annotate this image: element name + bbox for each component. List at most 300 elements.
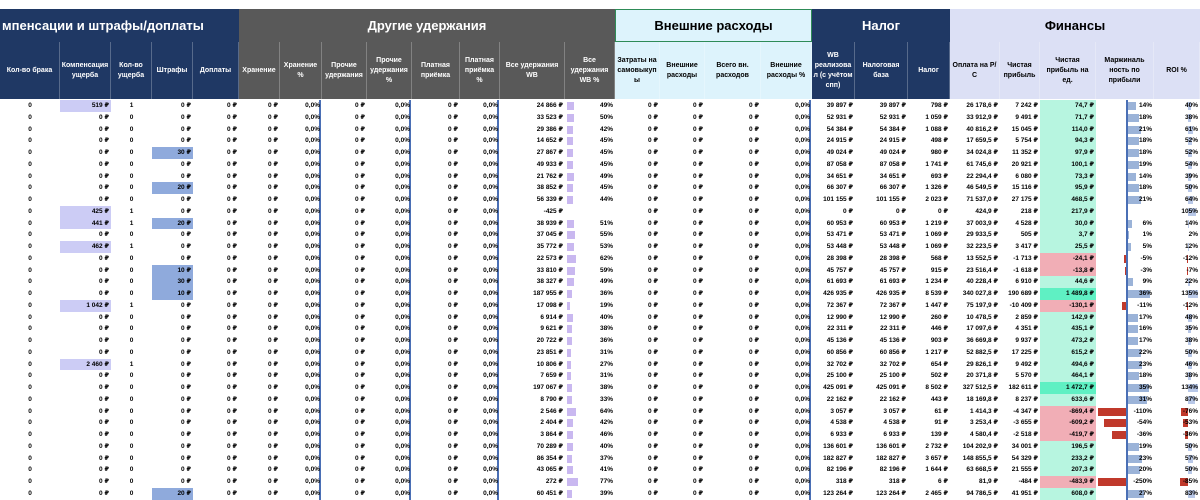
table-cell[interactable] xyxy=(412,417,460,429)
table-cell[interactable] xyxy=(60,453,111,465)
table-cell[interactable] xyxy=(855,265,908,277)
table-cell[interactable] xyxy=(322,288,367,300)
table-cell[interactable] xyxy=(0,182,60,194)
table-cell[interactable] xyxy=(239,124,280,136)
table-cell[interactable] xyxy=(812,441,855,453)
table-cell[interactable] xyxy=(660,194,705,206)
table-cell[interactable] xyxy=(1000,347,1040,359)
table-cell[interactable] xyxy=(761,265,812,277)
table-cell[interactable] xyxy=(460,382,500,394)
table-cell[interactable] xyxy=(111,312,152,324)
table-cell[interactable] xyxy=(412,323,460,335)
table-cell[interactable] xyxy=(60,394,111,406)
table-cell[interactable] xyxy=(1154,124,1200,136)
table-cell[interactable] xyxy=(812,124,855,136)
table-cell[interactable] xyxy=(460,182,500,194)
table-cell[interactable] xyxy=(950,276,1000,288)
table-cell[interactable] xyxy=(111,394,152,406)
table-cell[interactable] xyxy=(500,417,565,429)
table-cell[interactable] xyxy=(1040,100,1096,112)
table-cell[interactable] xyxy=(460,135,500,147)
table-cell[interactable] xyxy=(660,100,705,112)
table-cell[interactable] xyxy=(950,441,1000,453)
table-cell[interactable] xyxy=(1040,182,1096,194)
table-cell[interactable] xyxy=(412,218,460,230)
table-cell[interactable] xyxy=(111,265,152,277)
table-cell[interactable] xyxy=(111,488,152,500)
table-cell[interactable] xyxy=(1154,464,1200,476)
table-cell[interactable] xyxy=(500,323,565,335)
table-cell[interactable] xyxy=(908,323,950,335)
table-cell[interactable] xyxy=(1000,312,1040,324)
table-cell[interactable] xyxy=(1154,112,1200,124)
table-cell[interactable] xyxy=(761,464,812,476)
table-cell[interactable] xyxy=(152,464,193,476)
table-cell[interactable] xyxy=(1096,218,1154,230)
table-cell[interactable] xyxy=(322,171,367,183)
table-cell[interactable] xyxy=(193,135,239,147)
table-cell[interactable] xyxy=(412,112,460,124)
table-cell[interactable] xyxy=(60,335,111,347)
table-cell[interactable] xyxy=(565,194,615,206)
table-cell[interactable] xyxy=(1000,276,1040,288)
table-cell[interactable] xyxy=(565,370,615,382)
table-cell[interactable] xyxy=(950,159,1000,171)
column-header[interactable]: WB реализова л (с учётом спп) xyxy=(812,42,855,99)
table-cell[interactable] xyxy=(239,135,280,147)
table-cell[interactable] xyxy=(565,347,615,359)
table-cell[interactable] xyxy=(705,394,761,406)
table-cell[interactable] xyxy=(60,147,111,159)
table-cell[interactable] xyxy=(1000,241,1040,253)
table-cell[interactable] xyxy=(367,488,412,500)
table-cell[interactable] xyxy=(412,382,460,394)
table-cell[interactable] xyxy=(460,488,500,500)
table-cell[interactable] xyxy=(500,488,565,500)
table-cell[interactable] xyxy=(812,488,855,500)
table-cell[interactable] xyxy=(0,382,60,394)
table-cell[interactable] xyxy=(193,182,239,194)
table-cell[interactable] xyxy=(908,112,950,124)
table-cell[interactable] xyxy=(1040,335,1096,347)
table-cell[interactable] xyxy=(111,112,152,124)
table-cell[interactable] xyxy=(565,100,615,112)
table-cell[interactable] xyxy=(1154,147,1200,159)
table-cell[interactable] xyxy=(239,241,280,253)
table-cell[interactable] xyxy=(460,147,500,159)
table-cell[interactable] xyxy=(152,265,193,277)
table-cell[interactable] xyxy=(1000,218,1040,230)
column-header[interactable]: Компенсация ущерба xyxy=(60,42,111,99)
table-cell[interactable] xyxy=(280,194,322,206)
table-cell[interactable] xyxy=(761,241,812,253)
table-cell[interactable] xyxy=(280,135,322,147)
table-cell[interactable] xyxy=(280,253,322,265)
table-cell[interactable] xyxy=(111,359,152,371)
table-cell[interactable] xyxy=(152,253,193,265)
table-cell[interactable] xyxy=(152,276,193,288)
table-cell[interactable] xyxy=(908,218,950,230)
table-cell[interactable] xyxy=(855,359,908,371)
table-cell[interactable] xyxy=(950,312,1000,324)
table-cell[interactable] xyxy=(1154,394,1200,406)
table-cell[interactable] xyxy=(565,182,615,194)
table-cell[interactable] xyxy=(111,135,152,147)
table-cell[interactable] xyxy=(412,171,460,183)
table-row[interactable] xyxy=(0,476,1200,488)
table-cell[interactable] xyxy=(412,241,460,253)
table-cell[interactable] xyxy=(855,429,908,441)
table-cell[interactable] xyxy=(239,323,280,335)
table-cell[interactable] xyxy=(500,359,565,371)
table-cell[interactable] xyxy=(908,265,950,277)
column-header[interactable]: Всего вн. расходов xyxy=(705,42,761,99)
table-cell[interactable] xyxy=(152,171,193,183)
table-cell[interactable] xyxy=(239,265,280,277)
table-cell[interactable] xyxy=(193,382,239,394)
table-cell[interactable] xyxy=(239,359,280,371)
table-cell[interactable] xyxy=(660,147,705,159)
table-cell[interactable] xyxy=(367,476,412,488)
table-cell[interactable] xyxy=(152,488,193,500)
table-cell[interactable] xyxy=(322,112,367,124)
table-cell[interactable] xyxy=(500,229,565,241)
table-cell[interactable] xyxy=(500,253,565,265)
table-cell[interactable] xyxy=(412,253,460,265)
table-cell[interactable] xyxy=(908,135,950,147)
table-cell[interactable] xyxy=(280,429,322,441)
table-cell[interactable] xyxy=(812,476,855,488)
table-cell[interactable] xyxy=(615,335,660,347)
table-cell[interactable] xyxy=(280,323,322,335)
table-cell[interactable] xyxy=(322,406,367,418)
table-cell[interactable] xyxy=(855,171,908,183)
table-cell[interactable] xyxy=(460,464,500,476)
table-cell[interactable] xyxy=(0,218,60,230)
table-cell[interactable] xyxy=(412,488,460,500)
table-cell[interactable] xyxy=(615,394,660,406)
table-cell[interactable] xyxy=(412,100,460,112)
table-cell[interactable] xyxy=(322,100,367,112)
table-cell[interactable] xyxy=(500,300,565,312)
table-cell[interactable] xyxy=(239,382,280,394)
table-cell[interactable] xyxy=(460,476,500,488)
table-cell[interactable] xyxy=(705,453,761,465)
table-cell[interactable] xyxy=(660,300,705,312)
table-cell[interactable] xyxy=(193,159,239,171)
table-cell[interactable] xyxy=(1040,288,1096,300)
table-cell[interactable] xyxy=(1154,312,1200,324)
table-cell[interactable] xyxy=(761,276,812,288)
table-cell[interactable] xyxy=(500,453,565,465)
table-cell[interactable] xyxy=(152,429,193,441)
table-cell[interactable] xyxy=(239,441,280,453)
table-cell[interactable] xyxy=(367,147,412,159)
table-cell[interactable] xyxy=(565,429,615,441)
table-cell[interactable] xyxy=(1000,417,1040,429)
table-cell[interactable] xyxy=(950,429,1000,441)
table-cell[interactable] xyxy=(615,265,660,277)
table-cell[interactable] xyxy=(1154,182,1200,194)
table-cell[interactable] xyxy=(500,441,565,453)
table-cell[interactable] xyxy=(500,241,565,253)
table-cell[interactable] xyxy=(705,323,761,335)
table-cell[interactable] xyxy=(367,464,412,476)
table-cell[interactable] xyxy=(1040,206,1096,218)
table-cell[interactable] xyxy=(565,135,615,147)
table-cell[interactable] xyxy=(412,300,460,312)
table-cell[interactable] xyxy=(1154,253,1200,265)
table-cell[interactable] xyxy=(239,347,280,359)
table-cell[interactable] xyxy=(193,276,239,288)
table-cell[interactable] xyxy=(1040,370,1096,382)
table-cell[interactable] xyxy=(60,359,111,371)
table-cell[interactable] xyxy=(615,476,660,488)
table-cell[interactable] xyxy=(367,453,412,465)
table-cell[interactable] xyxy=(565,229,615,241)
table-cell[interactable] xyxy=(367,182,412,194)
table-cell[interactable] xyxy=(1000,464,1040,476)
table-cell[interactable] xyxy=(322,300,367,312)
table-cell[interactable] xyxy=(152,288,193,300)
table-cell[interactable] xyxy=(660,347,705,359)
table-cell[interactable] xyxy=(908,276,950,288)
table-row[interactable] xyxy=(0,312,1200,324)
table-cell[interactable] xyxy=(705,476,761,488)
table-cell[interactable] xyxy=(412,312,460,324)
table-cell[interactable] xyxy=(60,194,111,206)
table-cell[interactable] xyxy=(239,300,280,312)
table-cell[interactable] xyxy=(705,241,761,253)
table-cell[interactable] xyxy=(367,406,412,418)
table-cell[interactable] xyxy=(1096,347,1154,359)
table-cell[interactable] xyxy=(193,429,239,441)
table-cell[interactable] xyxy=(660,124,705,136)
table-cell[interactable] xyxy=(239,276,280,288)
table-cell[interactable] xyxy=(1096,441,1154,453)
table-cell[interactable] xyxy=(855,382,908,394)
table-cell[interactable] xyxy=(1096,359,1154,371)
table-cell[interactable] xyxy=(705,253,761,265)
table-cell[interactable] xyxy=(460,218,500,230)
table-cell[interactable] xyxy=(1154,382,1200,394)
table-cell[interactable] xyxy=(615,147,660,159)
table-cell[interactable] xyxy=(193,488,239,500)
table-cell[interactable] xyxy=(500,429,565,441)
table-cell[interactable] xyxy=(193,312,239,324)
table-cell[interactable] xyxy=(280,406,322,418)
table-row[interactable] xyxy=(0,276,1200,288)
table-cell[interactable] xyxy=(412,406,460,418)
table-cell[interactable] xyxy=(615,323,660,335)
table-cell[interactable] xyxy=(60,323,111,335)
table-cell[interactable] xyxy=(280,347,322,359)
table-cell[interactable] xyxy=(367,359,412,371)
table-cell[interactable] xyxy=(761,441,812,453)
table-cell[interactable] xyxy=(615,429,660,441)
table-cell[interactable] xyxy=(1154,171,1200,183)
table-cell[interactable] xyxy=(761,476,812,488)
table-cell[interactable] xyxy=(60,171,111,183)
table-row[interactable] xyxy=(0,100,1200,112)
table-cell[interactable] xyxy=(60,300,111,312)
table-cell[interactable] xyxy=(1040,112,1096,124)
table-cell[interactable] xyxy=(412,159,460,171)
table-cell[interactable] xyxy=(1040,229,1096,241)
table-cell[interactable] xyxy=(908,206,950,218)
table-cell[interactable] xyxy=(660,429,705,441)
table-cell[interactable] xyxy=(60,312,111,324)
table-row[interactable] xyxy=(0,417,1200,429)
table-cell[interactable] xyxy=(812,194,855,206)
table-cell[interactable] xyxy=(500,218,565,230)
table-cell[interactable] xyxy=(565,359,615,371)
table-row[interactable] xyxy=(0,135,1200,147)
table-cell[interactable] xyxy=(761,171,812,183)
table-cell[interactable] xyxy=(1096,276,1154,288)
table-cell[interactable] xyxy=(322,124,367,136)
table-cell[interactable] xyxy=(239,394,280,406)
table-cell[interactable] xyxy=(1096,429,1154,441)
table-cell[interactable] xyxy=(152,147,193,159)
table-cell[interactable] xyxy=(812,288,855,300)
table-cell[interactable] xyxy=(0,241,60,253)
table-cell[interactable] xyxy=(500,476,565,488)
table-cell[interactable] xyxy=(660,135,705,147)
table-cell[interactable] xyxy=(705,300,761,312)
table-cell[interactable] xyxy=(705,182,761,194)
table-cell[interactable] xyxy=(1000,229,1040,241)
table-cell[interactable] xyxy=(950,335,1000,347)
table-cell[interactable] xyxy=(1000,112,1040,124)
table-cell[interactable] xyxy=(1000,100,1040,112)
table-cell[interactable] xyxy=(1154,229,1200,241)
table-cell[interactable] xyxy=(812,300,855,312)
table-cell[interactable] xyxy=(60,382,111,394)
table-cell[interactable] xyxy=(908,300,950,312)
table-cell[interactable] xyxy=(500,312,565,324)
table-cell[interactable] xyxy=(1154,100,1200,112)
table-cell[interactable] xyxy=(1096,253,1154,265)
column-header[interactable]: Хранение % xyxy=(280,42,322,99)
table-cell[interactable] xyxy=(1154,335,1200,347)
table-cell[interactable] xyxy=(193,406,239,418)
table-cell[interactable] xyxy=(239,335,280,347)
table-cell[interactable] xyxy=(322,276,367,288)
table-cell[interactable] xyxy=(322,335,367,347)
table-row[interactable] xyxy=(0,147,1200,159)
table-cell[interactable] xyxy=(1040,464,1096,476)
table-cell[interactable] xyxy=(60,288,111,300)
table-cell[interactable] xyxy=(412,359,460,371)
table-cell[interactable] xyxy=(705,171,761,183)
table-cell[interactable] xyxy=(1096,171,1154,183)
table-cell[interactable] xyxy=(950,147,1000,159)
column-header[interactable]: Внешние расходы xyxy=(660,42,705,99)
table-cell[interactable] xyxy=(855,300,908,312)
table-row[interactable] xyxy=(0,253,1200,265)
table-cell[interactable] xyxy=(412,441,460,453)
table-cell[interactable] xyxy=(950,406,1000,418)
table-cell[interactable] xyxy=(615,253,660,265)
table-cell[interactable] xyxy=(111,429,152,441)
table-cell[interactable] xyxy=(412,135,460,147)
table-cell[interactable] xyxy=(500,382,565,394)
table-cell[interactable] xyxy=(1040,276,1096,288)
table-cell[interactable] xyxy=(0,265,60,277)
table-cell[interactable] xyxy=(908,464,950,476)
table-cell[interactable] xyxy=(111,406,152,418)
table-cell[interactable] xyxy=(565,276,615,288)
table-cell[interactable] xyxy=(1096,265,1154,277)
table-cell[interactable] xyxy=(660,276,705,288)
table-cell[interactable] xyxy=(60,159,111,171)
table-cell[interactable] xyxy=(1096,382,1154,394)
table-cell[interactable] xyxy=(60,182,111,194)
table-cell[interactable] xyxy=(193,323,239,335)
table-cell[interactable] xyxy=(322,159,367,171)
table-cell[interactable] xyxy=(660,253,705,265)
table-cell[interactable] xyxy=(565,488,615,500)
table-cell[interactable] xyxy=(1096,406,1154,418)
table-cell[interactable] xyxy=(152,394,193,406)
table-cell[interactable] xyxy=(1000,370,1040,382)
table-cell[interactable] xyxy=(322,394,367,406)
table-cell[interactable] xyxy=(565,406,615,418)
table-cell[interactable] xyxy=(412,335,460,347)
table-cell[interactable] xyxy=(193,229,239,241)
table-cell[interactable] xyxy=(460,124,500,136)
table-cell[interactable] xyxy=(615,112,660,124)
table-cell[interactable] xyxy=(0,335,60,347)
table-cell[interactable] xyxy=(761,312,812,324)
table-cell[interactable] xyxy=(1096,417,1154,429)
table-cell[interactable] xyxy=(705,441,761,453)
table-cell[interactable] xyxy=(500,100,565,112)
table-cell[interactable] xyxy=(0,323,60,335)
table-cell[interactable] xyxy=(193,147,239,159)
table-cell[interactable] xyxy=(0,312,60,324)
table-cell[interactable] xyxy=(615,171,660,183)
table-cell[interactable] xyxy=(812,406,855,418)
table-cell[interactable] xyxy=(0,464,60,476)
table-cell[interactable] xyxy=(500,347,565,359)
table-cell[interactable] xyxy=(1154,347,1200,359)
table-cell[interactable] xyxy=(1040,159,1096,171)
table-cell[interactable] xyxy=(950,288,1000,300)
table-cell[interactable] xyxy=(367,417,412,429)
table-cell[interactable] xyxy=(1040,347,1096,359)
table-cell[interactable] xyxy=(111,476,152,488)
table-cell[interactable] xyxy=(812,312,855,324)
table-cell[interactable] xyxy=(280,359,322,371)
table-cell[interactable] xyxy=(908,394,950,406)
table-cell[interactable] xyxy=(855,464,908,476)
table-cell[interactable] xyxy=(1154,288,1200,300)
column-header[interactable]: Все удержания WB % xyxy=(565,42,615,99)
table-cell[interactable] xyxy=(239,406,280,418)
table-cell[interactable] xyxy=(500,464,565,476)
table-cell[interactable] xyxy=(908,347,950,359)
table-cell[interactable] xyxy=(950,323,1000,335)
table-cell[interactable] xyxy=(367,300,412,312)
table-cell[interactable] xyxy=(239,182,280,194)
table-cell[interactable] xyxy=(193,218,239,230)
table-cell[interactable] xyxy=(460,394,500,406)
column-header[interactable]: Платная приёмка % xyxy=(460,42,500,99)
table-cell[interactable] xyxy=(500,370,565,382)
table-cell[interactable] xyxy=(812,276,855,288)
